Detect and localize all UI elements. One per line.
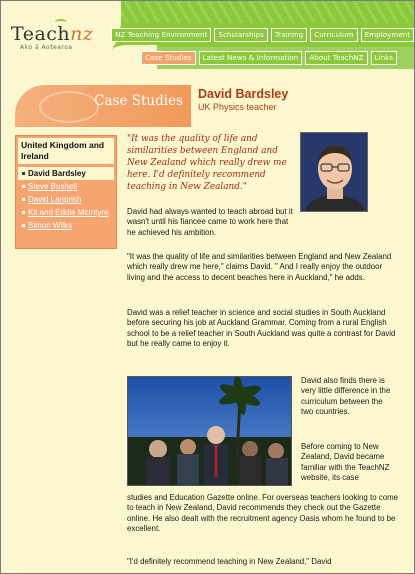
bullet-icon <box>22 185 25 188</box>
profile-role: UK Physics teacher <box>198 102 277 112</box>
article-paragraph: Before coming to New Zealand, David became familiar with the TeachNZ website, its case <box>301 442 390 483</box>
group-photo-image <box>128 377 292 486</box>
banner-title: Case Studies <box>94 93 183 109</box>
sidebar-item-simon-wilks[interactable] <box>19 219 113 232</box>
bullet-icon <box>22 224 25 227</box>
group-photo <box>127 376 292 486</box>
portrait-image <box>301 133 368 212</box>
article-paragraph: David was a relief teacher in science and social studies in South Auckland before securing his job at Auckland Grammar. Coming from a rural English school to be a relief teacher in South Auckland was quite a contrast for David but he really came to enjoy it. <box>127 308 396 349</box>
sidebar-item-label: David Langrish <box>28 195 82 204</box>
nav-training[interactable]: Training <box>271 28 307 42</box>
nav-latest-news[interactable]: Latest News & Information <box>199 51 303 65</box>
sidebar-item-label: Kit and Eddie McIntyre <box>28 208 109 217</box>
portrait-photo <box>300 132 368 212</box>
profile-name: David Bardsley <box>198 87 289 101</box>
nav-scholarships[interactable]: Scholarships <box>214 28 267 42</box>
logo-text-main: Teach <box>11 23 71 45</box>
article-paragraph: David also finds there is very little difference in the curriculum between the two countries. <box>301 376 391 417</box>
bullet-icon <box>22 172 25 175</box>
nav-curriculum[interactable]: Curriculum <box>310 28 357 42</box>
logo-text-accent: nz <box>70 23 94 45</box>
article-paragraph: David had always wanted to teach abroad but it wasn't until his fiancee came to work here that he achieved his ambition. <box>127 207 293 237</box>
sidebar-item-kit-eddie-mcintyre[interactable] <box>19 206 113 219</box>
bullet-icon <box>22 198 25 201</box>
sidebar-item-label: David Bardsley <box>28 169 86 178</box>
article-paragraph: "I'd definitely recommend teaching in New Zealand," David <box>127 557 332 566</box>
sidebar-item-label: Simon Wilks <box>28 221 73 230</box>
secondary-nav <box>141 51 397 65</box>
logo-tagline: Ako ā Aotearoa <box>20 44 73 51</box>
site-logo[interactable] <box>11 23 93 45</box>
banner-ornament <box>39 91 99 123</box>
sidebar-item-steve-bushell[interactable] <box>19 180 113 193</box>
pull-quote: "It was the quality of life and similarities between England and New Zealand which really drew me here. I'd definitely recommend teaching in New Zealand." <box>127 134 287 192</box>
nav-links[interactable]: Links <box>371 51 397 65</box>
section-banner <box>15 85 191 127</box>
sidebar-item-david-langrish[interactable] <box>19 193 113 206</box>
case-study-sidebar <box>15 135 117 249</box>
sidebar-title: United Kingdom and Ireland <box>18 138 114 164</box>
bullet-icon <box>22 211 25 214</box>
primary-nav <box>111 28 414 42</box>
nav-nz-teaching-environment[interactable]: NZ Teaching Environment <box>111 28 211 42</box>
sidebar-list <box>16 164 116 232</box>
nav-case-studies[interactable]: Case Studies <box>141 51 196 65</box>
article-paragraph: "It was the quality of life and similarities between England and New Zealand which really drew me here," claims David. " And I really enjoy the outdoor living and the access to decent beaches here in Auckland," he adds. <box>127 252 392 282</box>
nav-employment[interactable]: Employment <box>361 28 415 42</box>
article-paragraph: studies and Education Gazette online. For overseas teachers looking to come to teach in New Zealand, David recommends they check out the Gazette online. He also dealt with the recruitment agency Oasis whom he found to be excellent. <box>127 493 399 534</box>
sidebar-item-david-bardsley[interactable] <box>18 167 114 180</box>
sidebar-item-label: Steve Bushell <box>28 182 77 191</box>
logo-swirl-icon <box>55 19 67 25</box>
nav-about-teachnz[interactable]: About TeachNZ <box>305 51 367 65</box>
